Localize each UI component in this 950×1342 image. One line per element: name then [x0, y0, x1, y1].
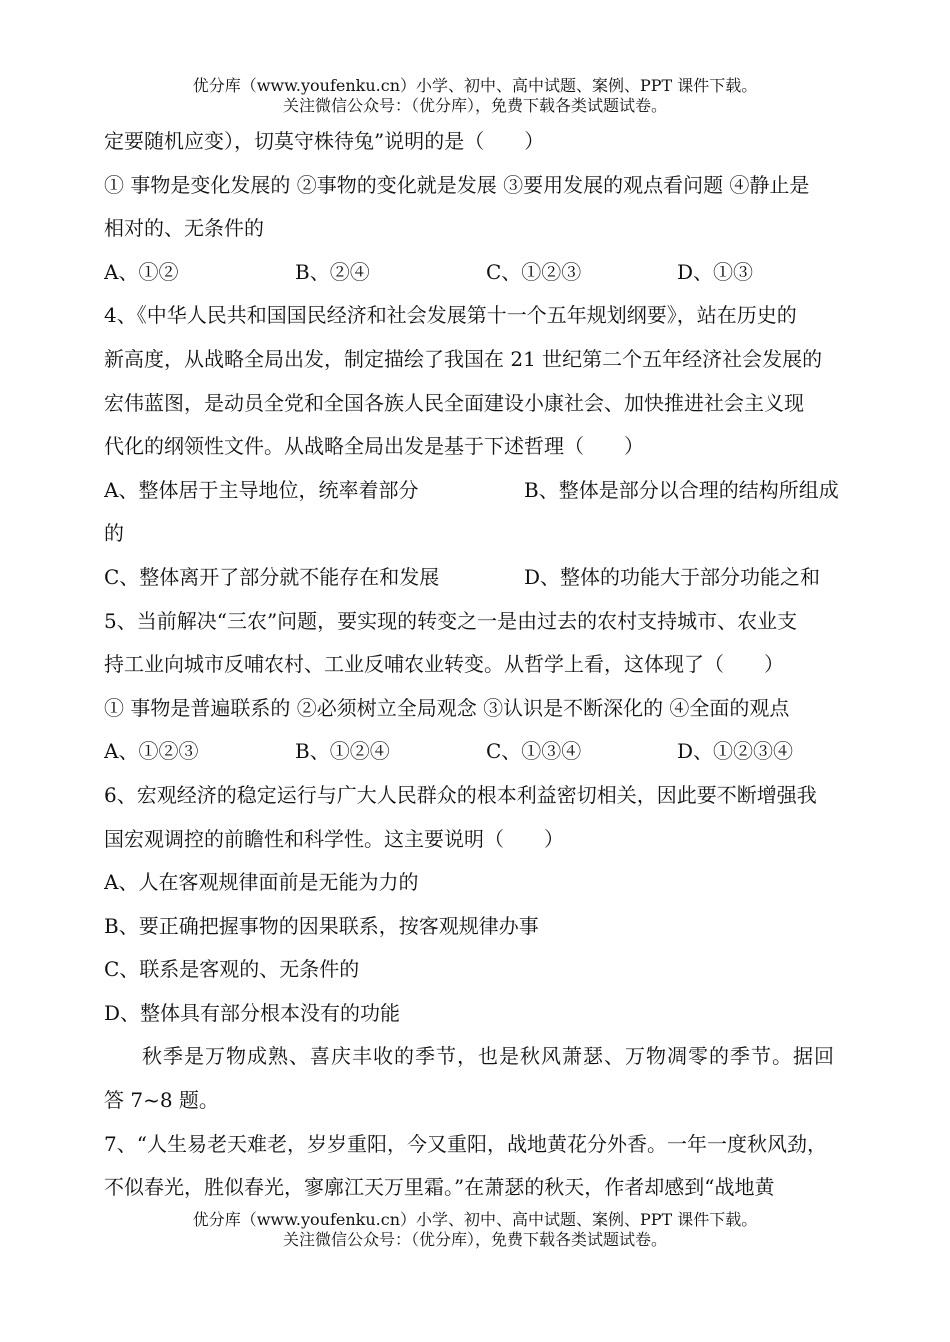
page-footer — [0, 1210, 950, 1250]
q6-option-c: C、联系是客观的、无条件的 — [104, 957, 360, 982]
q4-option-b-continuation: 的 — [104, 521, 124, 546]
q3-statements-line-1: ① 事物是变化发展的 ②事物的变化就是发展 ③要用发展的观点看问题 ④静止是 — [104, 172, 810, 197]
q3-option-a: A、①② — [104, 259, 179, 284]
q5-line-1: 5、当前解决“三农”问题，要实现的转变之一是由过去的农村支持城市、农业支 — [104, 608, 798, 633]
q7-line-1: 7、“人生易老天难老，岁岁重阳，今又重阳，战地黄花分外香。一年一度秋风劲， — [104, 1131, 827, 1156]
q3-option-c: C、①②③ — [486, 259, 582, 284]
q3-continuation: 定要随机应变），切莫守株待兔”说明的是（ ） — [104, 129, 545, 153]
q3-options — [104, 251, 890, 295]
q5-statements: ① 事物是普遍联系的 ②必须树立全局观念 ③认识是不断深化的 ④全面的观点 — [104, 695, 790, 720]
q3-option-b: B、②④ — [295, 259, 370, 284]
q5-options — [104, 730, 890, 774]
page-header — [0, 76, 950, 116]
header-line-2: 关注微信公众号：（优分库），免费下载各类试题试卷。 — [282, 96, 667, 115]
intro-line-2: 答 7~8 题。 — [104, 1088, 219, 1113]
intro-line-1: 秋季是万物成熟、喜庆丰收的季节，也是秋风萧瑟、万物凋零的季节。据回 — [142, 1044, 835, 1069]
q5-option-c: C、①③④ — [486, 739, 582, 764]
q4-line-3: 宏伟蓝图，是动员全党和全国各族人民全面建设小康社会、加快推进社会主义现 — [104, 390, 804, 415]
q4-options-cd — [104, 556, 890, 600]
q5-line-2: 持工业向城市反哺农村、工业反哺农业转变。从哲学上看，这体现了（ ） — [104, 652, 784, 677]
q3-statements-line-2: 相对的、无条件的 — [104, 216, 264, 241]
q4-options-ab — [104, 469, 890, 513]
q3-option-d: D、①③ — [677, 259, 754, 284]
q7-line-2: 不似春光，胜似春光，寥廓江天万里霜。”在萧瑟的秋天，作者却感到“战地黄 — [104, 1175, 775, 1200]
q6-option-a: A、人在客观规律面前是无能为力的 — [104, 870, 419, 895]
q6-option-d: D、整体具有部分根本没有的功能 — [104, 1000, 401, 1025]
q5-option-b: B、①②④ — [295, 739, 390, 764]
document-body — [104, 120, 890, 1210]
q6-line-1: 6、宏观经济的稳定运行与广大人民群众的根本利益密切相关，因此要不断增强我 — [104, 782, 817, 807]
q6-line-2: 国宏观调控的前瞻性和科学性。这主要说明（ ） — [104, 826, 564, 851]
footer-line-2: 关注微信公众号：（优分库），免费下载各类试题试卷。 — [282, 1230, 667, 1249]
q4-option-c: C、整体离开了部分就不能存在和发展 — [104, 564, 440, 589]
header-line-1: 优分库（www.youfenku.cn）小学、初中、高中试题、案例、PPT 课件下载。 — [192, 76, 758, 95]
q4-line-1: 4、《中华人民共和国国民经济和社会发展第十一个五年规划纲要》，站在历史的 — [104, 303, 797, 328]
q4-line-2: 新高度，从战略全局出发，制定描绘了我国在 21 世纪第二个五年经济社会发展的 — [104, 346, 823, 371]
q4-option-b: B、整体是部分以合理的结构所组成 — [524, 477, 839, 502]
q6-option-b: B、要正确把握事物的因果联系，按客观规律办事 — [104, 913, 539, 938]
q5-option-a: A、①②③ — [104, 739, 199, 764]
q4-option-d: D、整体的功能大于部分功能之和 — [524, 564, 821, 589]
q4-option-a: A、整体居于主导地位，统率着部分 — [104, 477, 419, 502]
q4-line-4: 代化的纲领性文件。从战略全局出发是基于下述哲理（ ） — [104, 434, 644, 459]
footer-line-1: 优分库（www.youfenku.cn）小学、初中、高中试题、案例、PPT 课件下载。 — [192, 1210, 758, 1229]
q5-option-d: D、①②③④ — [677, 739, 794, 764]
